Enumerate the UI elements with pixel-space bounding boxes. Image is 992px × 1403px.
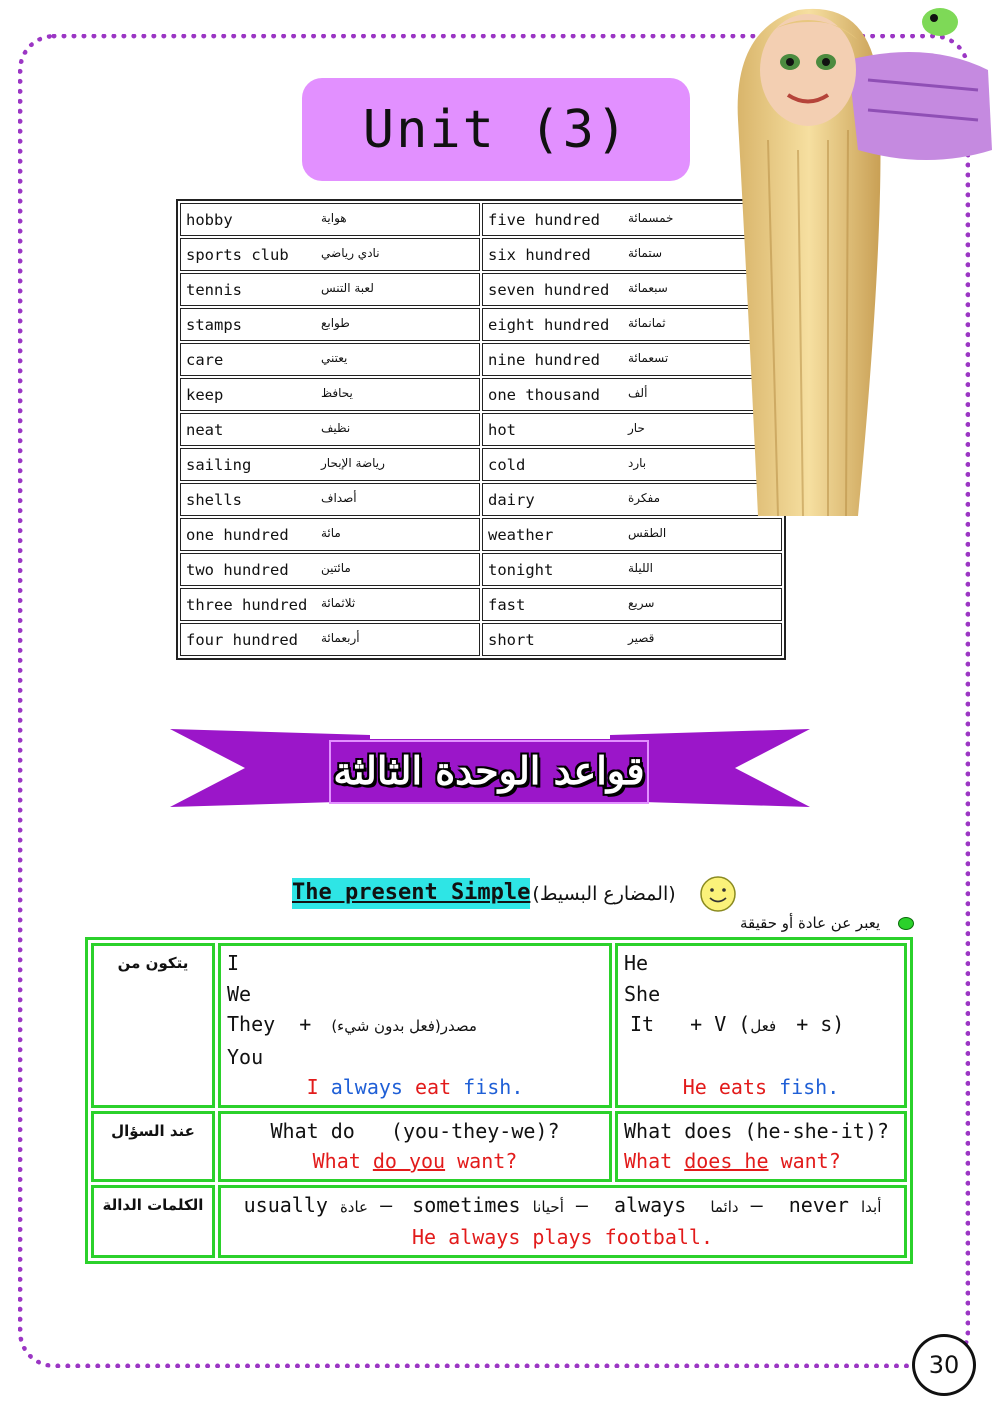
- vocab-cell: [482, 623, 782, 656]
- table-row: [180, 378, 782, 411]
- vocab-cell: [180, 448, 480, 481]
- vocab-arabic: طوابع: [321, 316, 350, 330]
- question-example: What do you want?: [312, 1149, 518, 1173]
- pronoun: We: [227, 981, 252, 1006]
- example-sentence: He eats fish.: [682, 1075, 840, 1099]
- pronoun: He: [624, 951, 649, 975]
- vocab-arabic: ألف: [628, 386, 648, 400]
- bullet-icon: [898, 917, 914, 930]
- vocab-english: care: [186, 351, 224, 369]
- vocab-arabic: هواية: [321, 211, 347, 225]
- vocab-cell: [180, 553, 480, 586]
- vocab-cell: [180, 308, 480, 341]
- vocab-cell: [482, 518, 782, 551]
- vocab-cell: [180, 413, 480, 446]
- present-simple-table: [85, 937, 913, 1264]
- vocab-english: one thousand: [488, 386, 600, 404]
- vocab-arabic: نادي رياضي: [321, 246, 380, 260]
- vocab-arabic: قصير: [628, 631, 655, 645]
- table-row: [180, 518, 782, 551]
- signal-words-example: He always plays football.: [411, 1225, 714, 1249]
- row-label-question: عند السؤال: [91, 1111, 215, 1182]
- base-verb-rule: مصدر(فعل بدون شيء): [331, 1017, 477, 1035]
- pronoun-with-rule: They + مصدر(فعل بدون شيء): [227, 1012, 477, 1036]
- vocab-english: cold: [488, 456, 526, 474]
- vocab-arabic: سبعمائة: [628, 281, 668, 295]
- vocab-arabic: ثلاثمائة: [321, 596, 356, 610]
- vocab-english: hot: [488, 421, 516, 439]
- vocab-english: four hundred: [186, 631, 298, 649]
- vocab-english: eight hundred: [488, 316, 610, 334]
- table-row: [180, 483, 782, 516]
- vocab-english: stamps: [186, 316, 242, 334]
- vocab-english: six hundred: [488, 246, 591, 264]
- table-row: [91, 1111, 907, 1182]
- vocab-cell: [180, 518, 480, 551]
- vocab-arabic: ستمائة: [628, 246, 663, 260]
- vocab-english: fast: [488, 596, 526, 614]
- vocab-arabic: مائة: [321, 526, 341, 540]
- vocab-arabic: خمسمائة: [628, 211, 674, 225]
- vocab-english: nine hundred: [488, 351, 600, 369]
- table-row: [180, 273, 782, 306]
- vocab-arabic: نظيف: [321, 421, 351, 435]
- example-sentence: I always eat fish.: [306, 1075, 524, 1099]
- vocab-english: five hundred: [488, 211, 600, 229]
- vocab-english: two hundred: [186, 561, 289, 579]
- table-row: [180, 238, 782, 271]
- vocab-cell: [482, 588, 782, 621]
- grammar-banner-title: قواعد الوحدة الثالثة: [333, 747, 645, 793]
- vocab-arabic: يحافظ: [321, 386, 353, 400]
- table-row: [180, 553, 782, 586]
- vocab-arabic: بارد: [628, 456, 647, 470]
- plural-pronouns-cell: [218, 943, 612, 1108]
- vocab-cell: [180, 238, 480, 271]
- rapunzel-illustration: [728, 0, 992, 516]
- vocab-cell: [180, 343, 480, 376]
- vocabulary-table: [176, 199, 786, 660]
- vocab-arabic: حار: [628, 421, 645, 435]
- vocab-english: seven hundred: [488, 281, 610, 299]
- pronoun-with-rule: It + V (فعل + s): [630, 1012, 845, 1036]
- table-row: [180, 623, 782, 656]
- table-row: [91, 1185, 907, 1258]
- vocab-english: neat: [186, 421, 224, 439]
- vocab-english: dairy: [488, 491, 535, 509]
- vocab-arabic: تسعمائة: [628, 351, 669, 365]
- vocab-cell: [482, 553, 782, 586]
- row-label-formation: يتكون من: [91, 943, 215, 1108]
- vocab-cell: [180, 588, 480, 621]
- table-row: [180, 588, 782, 621]
- unit-title-box: [302, 78, 690, 181]
- vocab-english: tonight: [488, 561, 554, 579]
- vocab-arabic: الليلة: [628, 561, 653, 575]
- vocab-arabic: أصداف: [321, 491, 357, 505]
- vocab-arabic: مائتين: [321, 561, 351, 575]
- vocab-cell: [180, 378, 480, 411]
- vocab-english: shells: [186, 491, 242, 509]
- plural-question-cell: What do (you-they-we)? What do you want?: [218, 1111, 612, 1182]
- vocab-cell: [180, 203, 480, 236]
- vocab-arabic: يعتني: [321, 351, 348, 365]
- signal-words: usually عادة – sometimes أحيانا – always دائما – never أبدا: [243, 1192, 882, 1217]
- vocab-english: keep: [186, 386, 224, 404]
- smiley-icon: [699, 875, 737, 913]
- singular-pronouns-cell: [615, 943, 907, 1108]
- table-row: [180, 448, 782, 481]
- vocab-cell: [180, 623, 480, 656]
- vocab-arabic: سريع: [628, 596, 655, 610]
- table-row: [180, 343, 782, 376]
- vocab-arabic: الطقس: [628, 526, 667, 540]
- pronoun: You: [227, 1044, 264, 1069]
- vocab-cell: [180, 273, 480, 306]
- question-example: What does he want?: [624, 1149, 841, 1173]
- vocab-arabic: أربعمائة: [321, 631, 360, 645]
- pronoun: She: [624, 981, 661, 1006]
- vocab-english: sailing: [186, 456, 252, 474]
- unit-title: Unit (3): [362, 99, 630, 160]
- table-row: [91, 943, 907, 1108]
- present-simple-title: The present Simple: [292, 878, 530, 909]
- vocab-cell: [180, 483, 480, 516]
- table-row: [180, 413, 782, 446]
- vocab-english: hobby: [186, 211, 233, 229]
- vocab-english: tennis: [186, 281, 242, 299]
- vocab-arabic: مفكرة: [628, 491, 661, 505]
- usage-note: يعبر عن عادة أو حقيقة: [740, 914, 881, 932]
- table-row: [180, 308, 782, 341]
- vocab-english: short: [488, 631, 535, 649]
- vocab-arabic: ثمانمائة: [628, 316, 666, 330]
- vocab-english: three hundred: [186, 596, 308, 614]
- vocab-english: sports club: [186, 246, 289, 264]
- present-simple-arabic: (المضارع البسيط): [532, 882, 676, 905]
- vocab-arabic: لعبة التنس: [321, 281, 374, 295]
- page-number: 30: [912, 1334, 976, 1396]
- vocab-arabic: رياضة الإبحار: [321, 456, 385, 470]
- row-label-signal-words: الكلمات الدالة: [91, 1185, 215, 1258]
- singular-question-cell: What does (he-she-it)? What does he want?: [615, 1111, 907, 1182]
- signal-words-cell: [218, 1185, 907, 1258]
- vocab-english: weather: [488, 526, 554, 544]
- vocab-english: one hundred: [186, 526, 289, 544]
- present-simple-heading: [292, 878, 676, 909]
- pronoun: I: [227, 951, 240, 975]
- table-row: [180, 203, 782, 236]
